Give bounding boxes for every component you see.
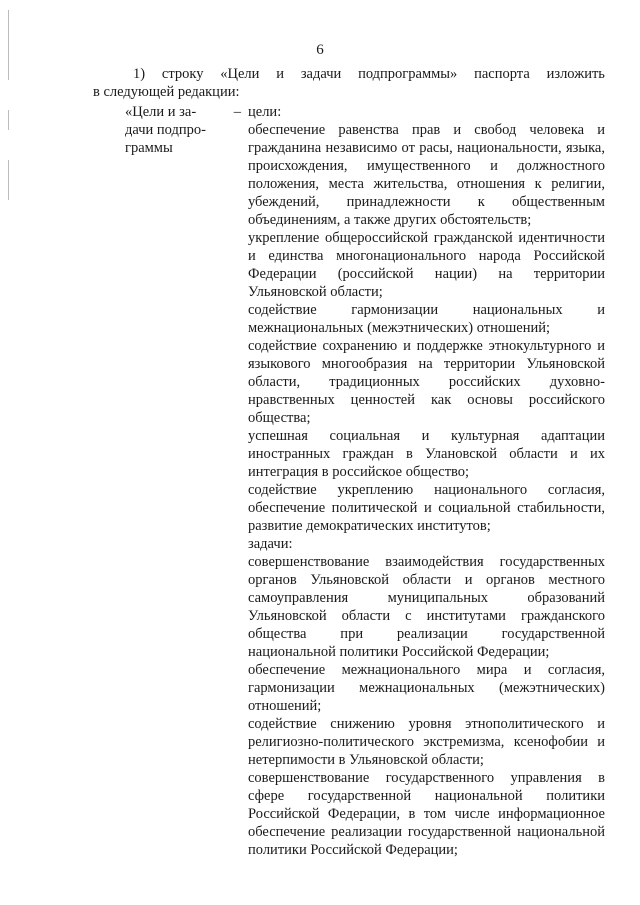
goal-item: содействие гармонизации национальных и межнациональных (межэтнических) отношений; (248, 302, 605, 336)
intro-line-1 (93, 65, 605, 83)
intro-word: 1) (133, 66, 146, 82)
goal-item: обеспечение равенства прав и свобод человека и гражданина независимо от расы, национальности, языка, происхождения, имущественного и должностного положения, места жительства, отношения к религии, убеждений, принадлежности к общественным объединениям, а также других обстоятельств; (248, 122, 605, 228)
goals-heading: цели: (248, 104, 282, 120)
intro-word: и (276, 66, 284, 82)
task-item: совершенствование государственного управления в сфере государственной национальной политики Российской Федерации, в том числе информационное обеспечение реализации государственной национальной политики Российской Федерации; (248, 770, 605, 858)
intro-word: строку (161, 66, 204, 82)
margin-scan-mark (8, 160, 9, 200)
intro-word: задачи (300, 66, 342, 82)
task-item: содействие снижению уровня этнополитического и религиозно-политического экстремизма, ксенофобии и нетерпимости в Ульяновской области; (248, 716, 605, 768)
task-item: совершенствование взаимодействия государственных органов Ульяновской области и органов местного самоуправления муниципальных образований Ульяновской области с институтами гражданского общества при реализации государственной национальной политики Российской Федерации; (248, 554, 605, 660)
passport-field-label (125, 103, 241, 157)
intro-paragraph (93, 65, 605, 101)
goal-item: успешная социальная и культурная адаптации иностранных граждан в Улановской области и их интеграция в российское общество; (248, 428, 605, 480)
tasks-heading: задачи: (248, 536, 293, 552)
passport-field-content (248, 103, 605, 859)
intro-word: изложить (546, 66, 605, 82)
intro-word: «Цели (220, 66, 260, 82)
label-text: «Цели и за- (125, 104, 197, 120)
label-row-3: граммы (125, 140, 173, 156)
margin-scan-mark (8, 110, 9, 130)
label-dash: – (233, 104, 241, 120)
goal-item: содействие укреплению национального согласия, обеспечение политической и социальной стабильности, развитие демократических институтов; (248, 482, 605, 534)
intro-word: паспорта (474, 66, 530, 82)
goal-item: укрепление общероссийской гражданской идентичности и единства многонационального народа Российской Федерации (российской нации) на территории Ульяновской области; (248, 230, 605, 300)
intro-word: подпрограммы» (358, 66, 458, 82)
goal-item: содействие сохранению и поддержке этнокультурного и языкового многообразия на территории Ульяновской области, традиционных российских духовно-нравственных ценностей как основы российского общества; (248, 338, 605, 426)
intro-line-2: в следующей редакции: (93, 84, 240, 100)
label-row-1 (125, 103, 241, 121)
page-number: 6 (316, 42, 324, 58)
task-item: обеспечение межнационального мира и согласия, гармонизации межнациональных (межэтнических) отношений; (248, 662, 605, 714)
label-row-2: дачи подпро- (125, 122, 206, 138)
